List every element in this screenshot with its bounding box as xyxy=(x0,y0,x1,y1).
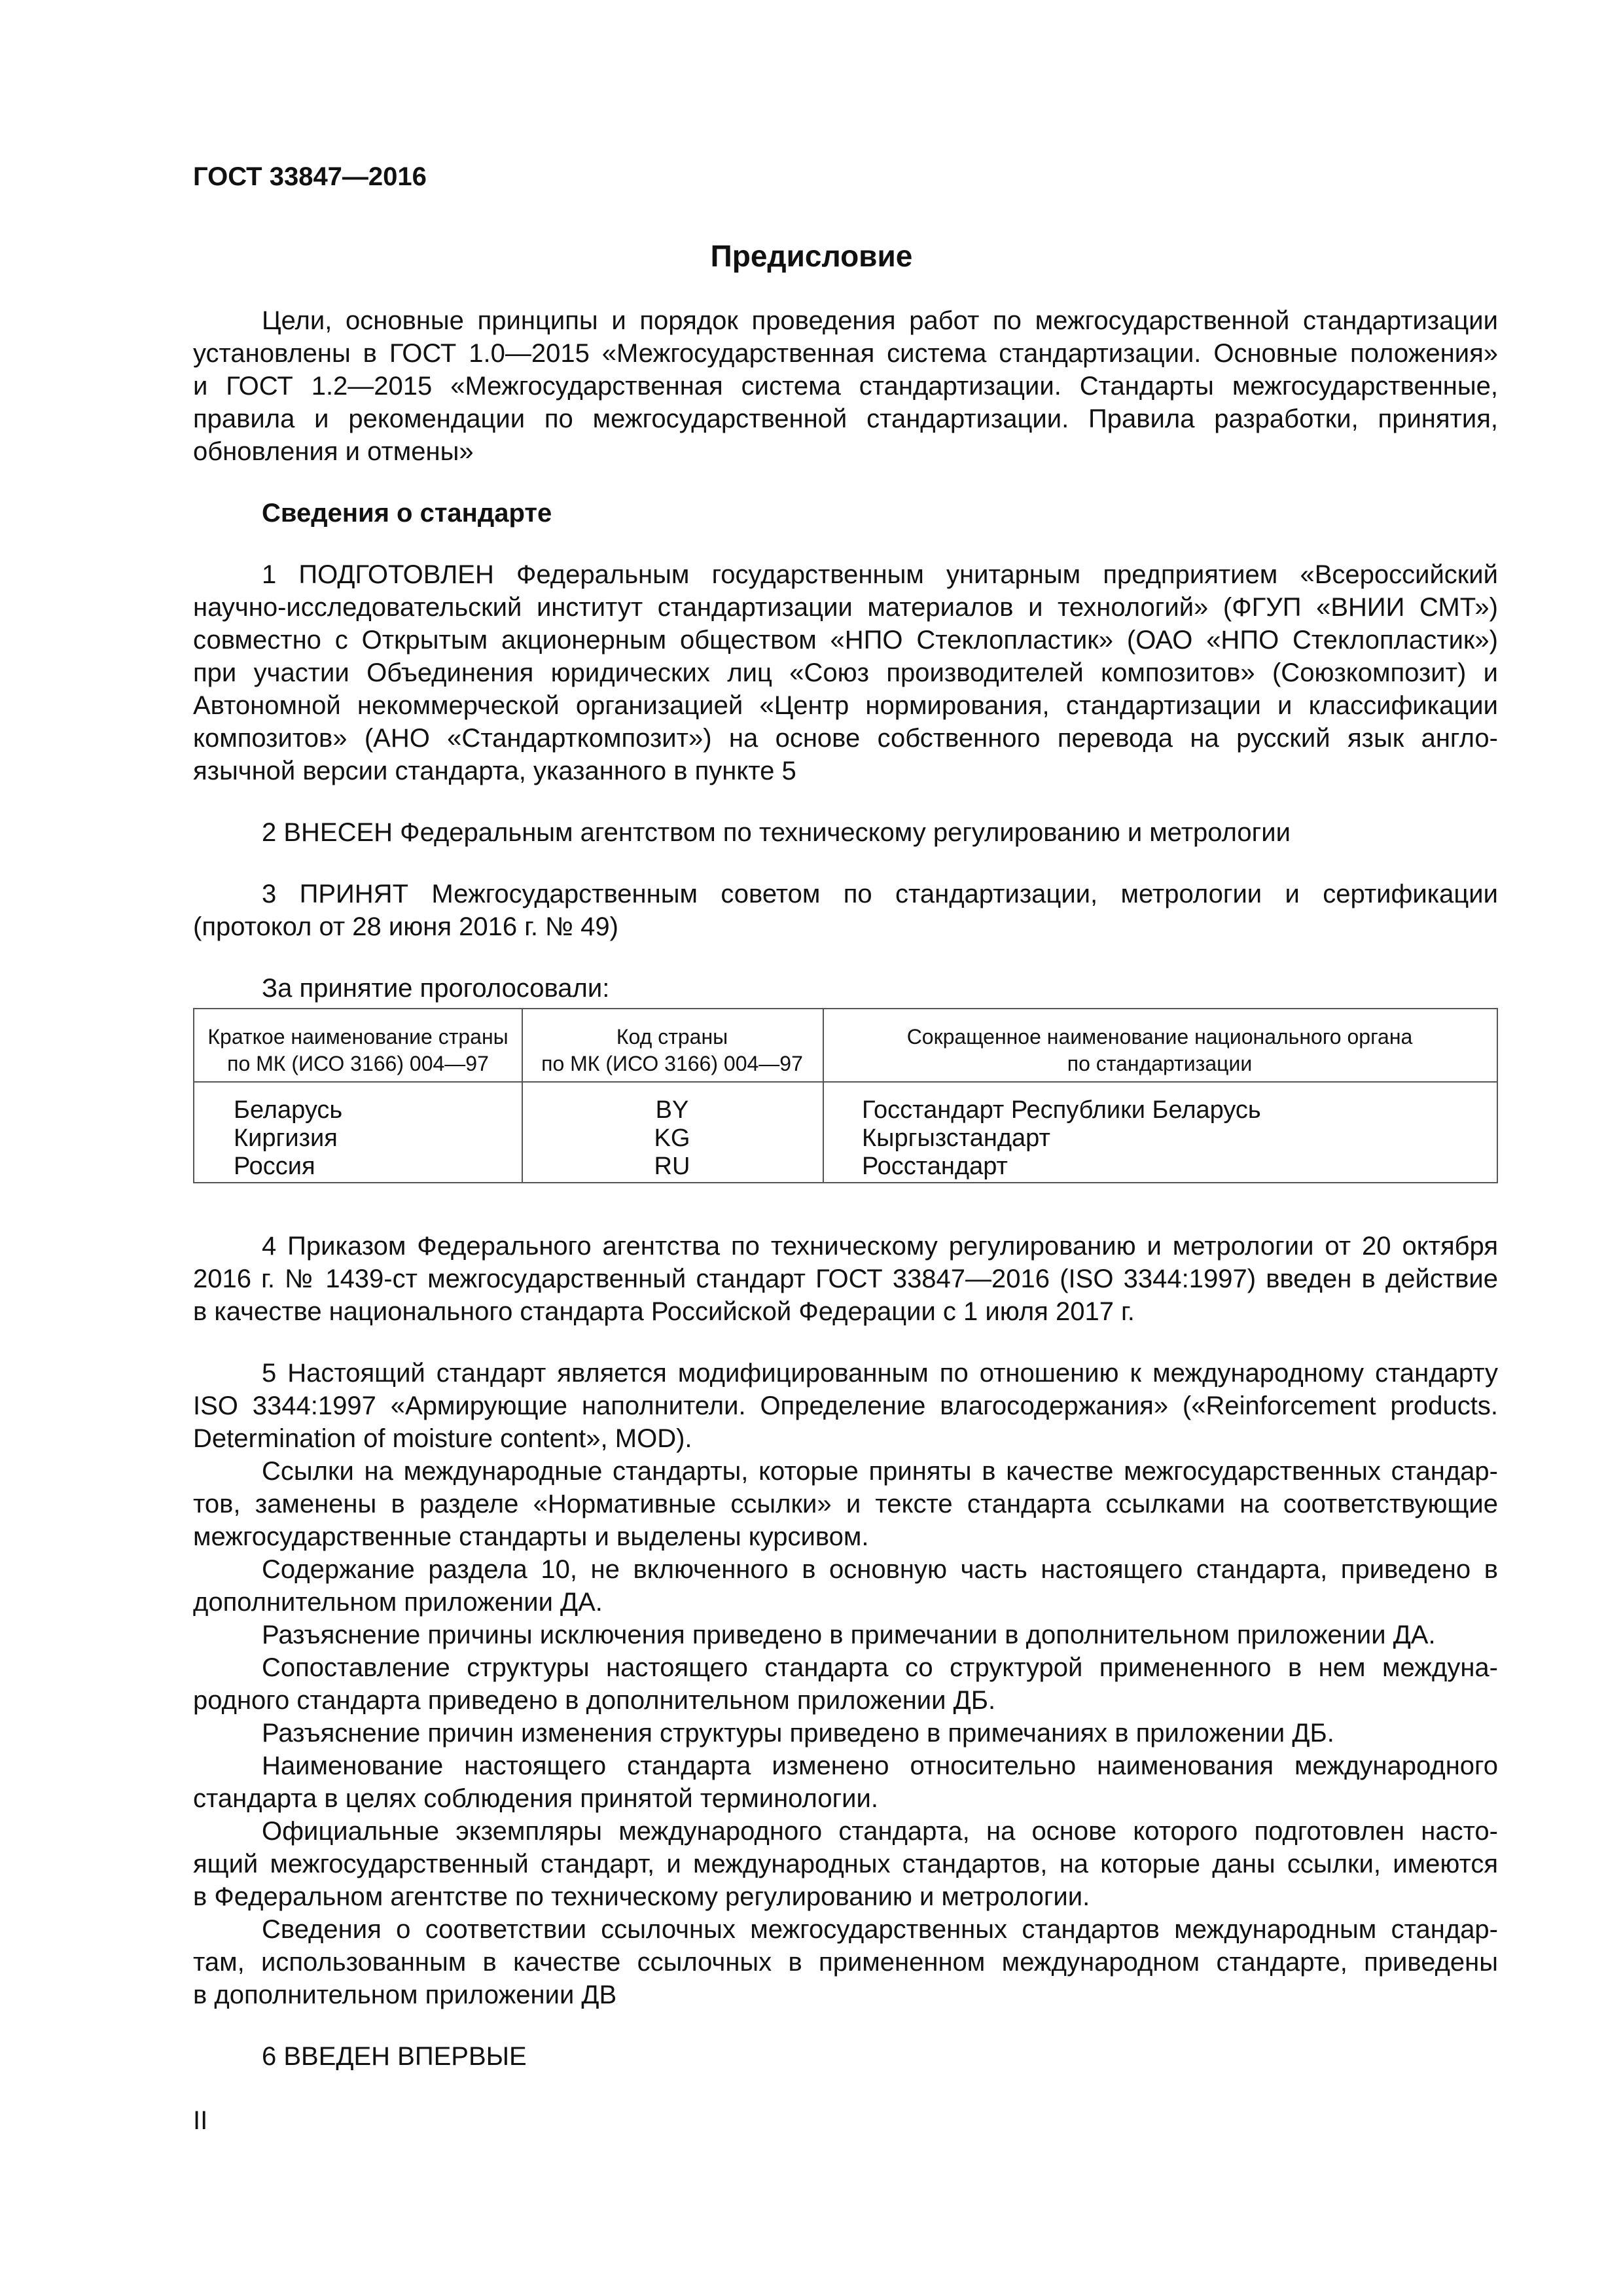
header-text: по стандартизации xyxy=(1067,1052,1253,1075)
item6-line: 6 ВВЕДЕН ВПЕРВЫЕ xyxy=(262,2042,527,2071)
item1-line: совместно с Открытым акционерным обществом «НПО Стеклопластик» (ОАО «НПО Стеклопластик») xyxy=(193,626,1498,655)
item2-line: 2 ВНЕСЕН Федеральным агентством по техническому регулированию и метрологии xyxy=(262,818,1291,847)
document-id: ГОСТ 33847—2016 xyxy=(193,162,427,191)
intro-line: и ГОСТ 1.2—2015 «Межгосударственная система стандартизации. Стандарты межгосударственные, xyxy=(193,372,1498,401)
item3-line: 3 ПРИНЯТ Межгосударственным советом по стандартизации, метрологии и сертификации xyxy=(262,880,1498,908)
table-header-body xyxy=(823,1024,1497,1077)
intro-line: Цели, основные принципы и порядок проведения работ по межгосударственной стандартизации xyxy=(262,306,1498,335)
item1-line: научно-исследовательский институт стандартизации материалов и технологий» (ФГУП «ВНИИ СМТ») xyxy=(193,593,1498,622)
table-divider xyxy=(194,1081,1497,1083)
header-text: Код страны xyxy=(616,1025,728,1049)
header-text: по МК (ИСО 3166) 004—97 xyxy=(227,1052,489,1075)
item5-line: дополнительном приложении ДА. xyxy=(193,1588,603,1617)
item1-line: при участии Объединения юридических лиц «Союз производителей композитов» (Союзкомпозит) и xyxy=(193,658,1498,687)
table-cell-code: RU xyxy=(654,1153,690,1180)
item5-line: Сведения о соответствии ссылочных межгосударственных стандартов международным стандар- xyxy=(262,1915,1498,1944)
table-header-code xyxy=(522,1024,823,1077)
header-text: Сокращенное наименование национального органа xyxy=(906,1025,1413,1049)
page-title: Предисловие xyxy=(710,239,913,273)
table-cell-body: Росстандарт xyxy=(862,1153,1008,1180)
table-header-country xyxy=(194,1024,522,1077)
table-cell-country: Беларусь xyxy=(234,1096,343,1124)
item3-line: (протокол от 28 июня 2016 г. № 49) xyxy=(193,912,618,941)
table-cell-body: Кыргызстандарт xyxy=(862,1124,1050,1152)
voting-table xyxy=(193,1008,1498,1183)
item5-line: Разъяснение причины исключения приведено в примечании в дополнительном приложении ДА. xyxy=(262,1621,1436,1649)
item1-line: язычной версии стандарта, указанного в пункте 5 xyxy=(193,757,796,785)
item5-line: тов, заменены в разделе «Нормативные ссылки» и тексте стандарта ссылками на соответствующие xyxy=(193,1490,1498,1518)
item5-line: Наименование настоящего стандарта изменено относительно наименования международного xyxy=(262,1751,1498,1780)
table-cell-code: BY xyxy=(655,1096,689,1124)
intro-line: обновления и отмены» xyxy=(193,437,474,466)
item5-line: ящий межгосударственный стандарт, и международных стандартов, на которые даны ссылки, имеются xyxy=(193,1850,1498,1878)
intro-line: установлены в ГОСТ 1.0—2015 «Межгосударственная система стандартизации. Основные положения» xyxy=(193,339,1498,368)
item5-line: родного стандарта приведено в дополнительном приложении ДБ. xyxy=(193,1686,996,1715)
item1-line: 1 ПОДГОТОВЛЕН Федеральным государственным унитарным предприятием «Всероссийский xyxy=(262,560,1498,589)
item4-line: в качестве национального стандарта Российской Федерации с 1 июля 2017 г. xyxy=(193,1297,1135,1326)
item5-line: в Федеральном агентстве по техническому регулированию и метрологии. xyxy=(193,1882,1090,1911)
item5-line: Разъяснение причин изменения структуры приведено в примечаниях в приложении ДБ. xyxy=(262,1719,1334,1748)
item5-line: стандарта в целях соблюдения принятой терминологии. xyxy=(193,1784,878,1813)
item5-line: Determination of moisture content», MOD). xyxy=(193,1424,692,1453)
item4-line: 2016 г. № 1439-ст межгосударственный стандарт ГОСТ 33847—2016 (ISO 3344:1997) введен в действие xyxy=(193,1265,1498,1293)
item5-line: Содержание раздела 10, не включенного в основную часть настоящего стандарта, приведено в xyxy=(262,1555,1498,1584)
item5-line: ISO 3344:1997 «Армирующие наполнители. Определение влагосодержания» («Reinforcement products. xyxy=(193,1391,1498,1420)
header-text: Краткое наименование страны xyxy=(207,1025,508,1049)
section-heading: Сведения о стандарте xyxy=(262,499,552,528)
item5-line: в дополнительном приложении ДВ xyxy=(193,1981,617,2009)
table-cell-country: Россия xyxy=(234,1153,315,1180)
intro-line: правила и рекомендации по межгосударственной стандартизации. Правила разработки, принятия, xyxy=(193,404,1498,433)
item5-line: там, использованным в качестве ссылочных в примененном международном стандарте, приведены xyxy=(193,1948,1498,1977)
header-text: по МК (ИСО 3166) 004—97 xyxy=(541,1052,803,1075)
item5-line: Ссылки на международные стандарты, которые приняты в качестве межгосударственных стандар- xyxy=(262,1457,1498,1486)
item4-line: 4 Приказом Федерального агентства по техническому регулированию и метрологии от 20 октября xyxy=(262,1232,1498,1261)
item1-line: Автономной некоммерческой организацией «Центр нормирования, стандартизации и классификации xyxy=(193,691,1498,720)
item5-line: 5 Настоящий стандарт является модифицированным по отношению к международному стандарту xyxy=(262,1359,1498,1388)
table-cell-country: Киргизия xyxy=(234,1124,338,1152)
item5-line: межгосударственные стандарты и выделены курсивом. xyxy=(193,1522,869,1551)
voted-label: За принятие проголосовали: xyxy=(262,974,610,1003)
page-number: II xyxy=(193,2106,208,2135)
item5-line: Официальные экземпляры международного стандарта, на основе которого подготовлен насто- xyxy=(262,1817,1498,1846)
item5-line: Сопоставление структуры настоящего стандарта со структурой примененного в нем междуна- xyxy=(262,1653,1498,1682)
table-cell-code: KG xyxy=(654,1124,690,1152)
table-cell-body: Госстандарт Республики Беларусь xyxy=(862,1096,1261,1124)
item1-line: композитов» (АНО «Стандарткомпозит») на основе собственного перевода на русский язык англо- xyxy=(193,724,1498,753)
